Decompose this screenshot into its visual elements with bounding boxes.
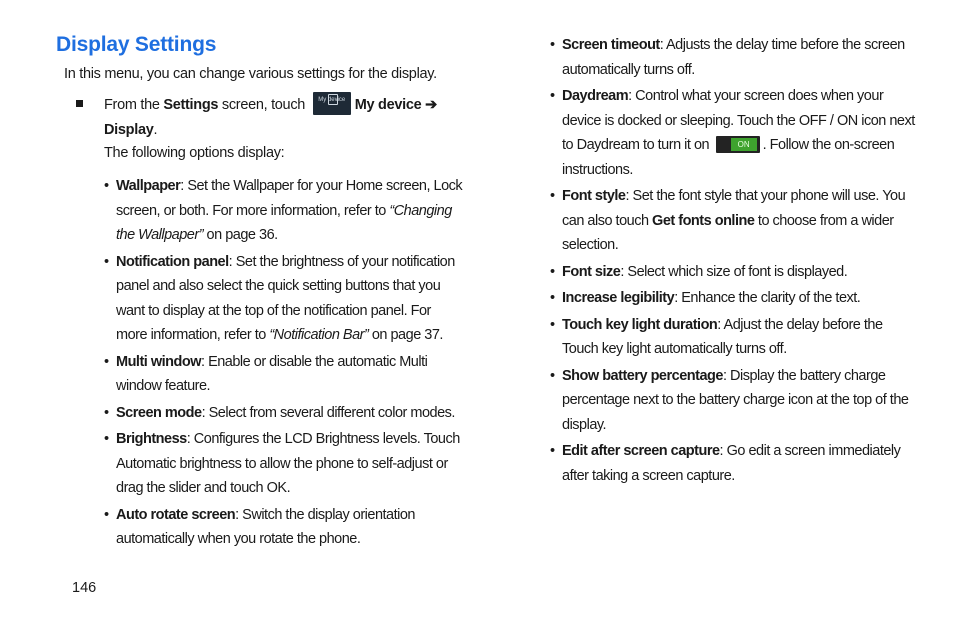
- ref-changing-wallpaper: “Changing the Wallpaper”: [116, 202, 452, 243]
- display-label: Display: [104, 122, 154, 138]
- on-toggle-icon: ON: [716, 136, 760, 153]
- option-multi-window: • Multi window: Enable or disable the automatic Multi window feature.: [104, 353, 428, 394]
- option-edit-after-screen-capture: • Edit after screen capture: Go edit a screen immediately after taking a screen capture.: [550, 443, 901, 484]
- my-device-icon: My device: [313, 92, 351, 115]
- option-brightness: • Brightness: Configures the LCD Brightness levels. Touch Automatic brightness to allow the phone to self-adjust or drag the slider and touch OK.: [104, 431, 460, 496]
- option-touch-key-light-duration: • Touch key light duration: Adjust the delay before the Touch key light automatically turns off.: [550, 316, 883, 357]
- my-device-label: My device: [354, 97, 422, 113]
- option-notification-panel: • Notification panel: Set the brightness of your notification panel and also select the quick setting buttons that you want to display at the top of the notification panel. For more information, refer to “Notification Bar” on page 37.: [104, 253, 455, 343]
- option-screen-timeout: • Screen timeout: Adjusts the delay time before the screen automatically turns off.: [550, 37, 905, 78]
- option-show-battery-percentage: • Show battery percentage: Display the battery charge percentage next to the battery charge icon at the top of the display.: [550, 367, 909, 433]
- page-number: 146: [72, 580, 97, 596]
- option-screen-mode: • Screen mode: Select from several different color modes.: [104, 404, 455, 421]
- page-title: Display Settings: [56, 33, 217, 56]
- option-wallpaper: • Wallpaper: Set the Wallpaper for your Home screen, Lock screen, or both. For more information, refer to “Changing the Wallpaper” on page 36.: [104, 178, 463, 243]
- option-auto-rotate-screen: • Auto rotate screen: Switch the display orientation automatically when you rotate the phone.: [104, 506, 415, 547]
- settings-label: Settings: [163, 97, 219, 113]
- get-fonts-online-label: Get fonts online: [652, 212, 755, 229]
- intro-text: In this menu, you can change various settings for the display.: [64, 66, 437, 82]
- arrow-icon: ➔: [425, 97, 437, 113]
- option-font-size: • Font size: Select which size of font is displayed.: [550, 263, 848, 280]
- step-instruction: From the Settings screen, touch My device My device ➔ Display.: [104, 93, 464, 143]
- options-list-left: [104, 174, 464, 554]
- options-list-right: [550, 33, 915, 490]
- following-options-text: The following options display:: [104, 145, 285, 161]
- step-square-bullet: [76, 100, 83, 107]
- ref-notification-bar: “Notification Bar”: [269, 327, 369, 343]
- option-font-style: • Font style: Set the font style that your phone will use. You can also touch Get fonts online to choose from a wider selection.: [550, 188, 906, 253]
- option-increase-legibility: • Increase legibility: Enhance the clarity of the text.: [550, 290, 861, 306]
- option-daydream: • Daydream: Control what your screen does when your device is docked or sleeping. Touch the OFF / ON icon next to Daydream to turn it on ON . Follow the on-screen instructions.: [550, 88, 915, 178]
